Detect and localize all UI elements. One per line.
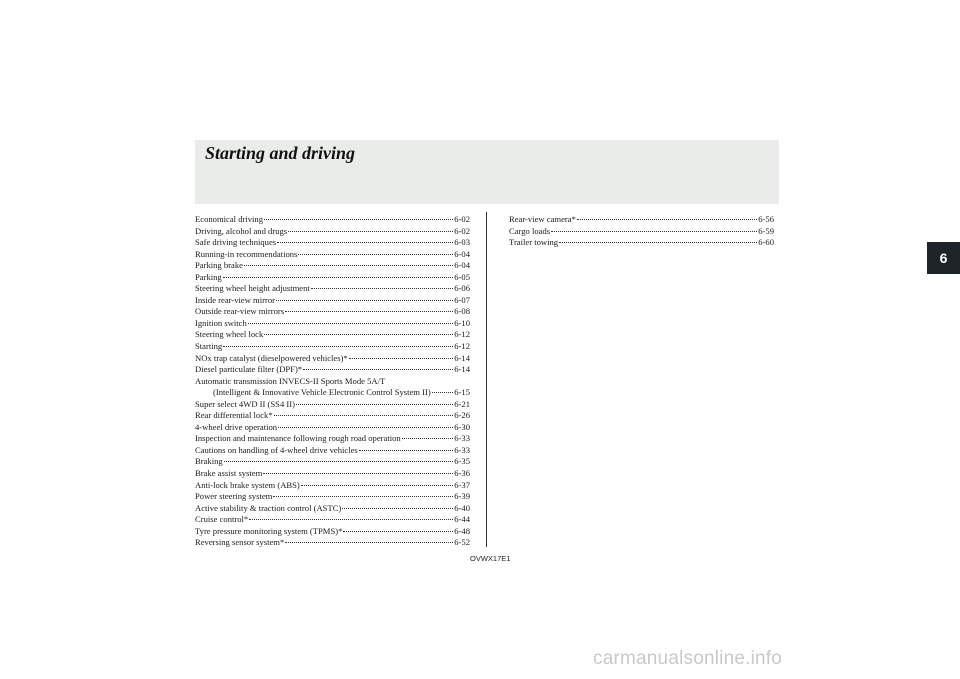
toc-entry[interactable] <box>195 491 470 503</box>
toc-entry-page: 6-26 <box>454 410 470 421</box>
toc-entry[interactable] <box>509 226 774 238</box>
toc-entry-label: 4-wheel drive operation <box>195 421 278 432</box>
toc-entry[interactable] <box>195 514 470 526</box>
toc-entry-label: Economical driving <box>195 214 264 224</box>
toc-entry-page: 6-36 <box>454 468 470 479</box>
toc-entry[interactable] <box>195 410 470 422</box>
toc-entry-label: Super select 4WD II (SS4 II) <box>195 398 295 409</box>
toc-entry-label: NOx trap catalyst (dieselpowered vehicles)* <box>195 352 348 363</box>
toc-leader-dots <box>303 369 453 370</box>
toc-entry-label: Cautions on handling of 4-wheel drive vehicles <box>195 444 358 455</box>
column-divider <box>486 212 487 547</box>
toc-leader-dots <box>296 404 453 405</box>
toc-entry-label: Cruise control* <box>195 514 249 525</box>
toc-entry-label: Power steering system <box>195 491 273 502</box>
toc-leader-dots <box>223 277 454 278</box>
toc-entry-page: 6-33 <box>454 444 470 455</box>
toc-entry-page: 6-04 <box>454 248 470 259</box>
toc-leader-dots <box>274 415 454 416</box>
toc-leader-dots <box>273 496 453 497</box>
toc-entry-label: Steering wheel height adjustment <box>195 283 310 294</box>
toc-entry-page: 6-06 <box>454 283 470 294</box>
toc-leader-dots <box>264 334 453 335</box>
toc-leader-dots <box>249 519 453 520</box>
toc-entry[interactable] <box>509 237 774 249</box>
toc-entry[interactable] <box>195 468 470 480</box>
toc-entry-page: 6-12 <box>454 341 470 352</box>
toc-entry[interactable] <box>195 445 470 457</box>
toc-entry[interactable] <box>195 249 470 261</box>
toc-entry-page: 6-30 <box>454 421 470 432</box>
toc-entry[interactable] <box>195 433 470 445</box>
toc-entry[interactable] <box>195 214 470 226</box>
toc-entry[interactable] <box>195 318 470 330</box>
toc-entry-page: 6-07 <box>454 294 470 305</box>
toc-entry-page: 6-40 <box>454 502 470 513</box>
toc-entry-page: 6-02 <box>454 225 470 236</box>
toc-entry-label: Outside rear-view mirrors <box>195 306 285 317</box>
toc-entry-page: 6-05 <box>454 271 470 282</box>
toc-leader-dots <box>285 542 453 543</box>
toc-right-column <box>509 214 774 249</box>
chapter-tab-number: 6 <box>939 250 948 266</box>
toc-entry-page: 6-56 <box>758 214 774 224</box>
toc-entry[interactable] <box>509 214 774 226</box>
toc-entry-label: Steering wheel lock <box>195 329 264 340</box>
toc-entry-page: 6-39 <box>454 491 470 502</box>
toc-leader-dots <box>349 358 454 359</box>
toc-entry-label: Reversing sensor system* <box>195 537 285 548</box>
toc-entry-label: Braking <box>195 456 223 467</box>
toc-entry-label: Anti-lock brake system (ABS) <box>195 479 300 490</box>
toc-entry-page: 6-02 <box>454 214 470 224</box>
toc-entry-label: Running-in recommendations <box>195 248 298 259</box>
chapter-title: Starting and driving <box>205 143 356 163</box>
toc-leader-dots <box>402 438 454 439</box>
toc-entry[interactable] <box>195 399 470 411</box>
toc-leader-dots <box>551 231 757 232</box>
toc-entry[interactable] <box>195 456 470 468</box>
toc-leader-dots <box>276 300 453 301</box>
toc-entry-label: Safe driving techniques <box>195 237 277 248</box>
toc-entry-label: Inside rear-view mirror <box>195 294 275 305</box>
toc-entry-page: 6-44 <box>454 514 470 525</box>
chapter-tab[interactable] <box>927 242 960 274</box>
footer-code: OVWX17E1 <box>470 554 511 563</box>
toc-entry[interactable] <box>195 480 470 492</box>
toc-entry-page: 6-33 <box>454 433 470 444</box>
toc-entry[interactable] <box>195 387 470 399</box>
toc-entry-page: 6-37 <box>454 479 470 490</box>
toc-entry[interactable] <box>195 283 470 295</box>
toc-left-column <box>195 214 470 549</box>
toc-entry-page: 6-08 <box>454 306 470 317</box>
toc-entry-label: Trailer towing <box>509 237 559 248</box>
toc-entry[interactable] <box>195 503 470 515</box>
toc-leader-dots <box>359 450 453 451</box>
toc-entry-page: 6-59 <box>758 225 774 236</box>
toc-entry-label: Ignition switch <box>195 317 247 328</box>
toc-leader-dots <box>244 265 453 266</box>
toc-entry-label: Automatic transmission INVECS-II Sports Mode 5A/T <box>195 375 386 386</box>
toc-entry-heading[interactable] <box>195 376 470 388</box>
toc-entry-page: 6-60 <box>758 237 774 248</box>
toc-entry[interactable] <box>195 537 470 549</box>
toc-entry-label: Rear differential lock* <box>195 410 273 421</box>
toc-entry-page: 6-14 <box>454 352 470 363</box>
toc-entry[interactable] <box>195 306 470 318</box>
toc-leader-dots <box>223 346 453 347</box>
toc-entry-page: 6-14 <box>454 364 470 375</box>
toc-leader-dots <box>432 392 454 393</box>
toc-leader-dots <box>343 531 453 532</box>
toc-leader-dots <box>224 461 454 462</box>
toc-leader-dots <box>311 288 453 289</box>
toc-entry-label: Parking <box>195 271 222 282</box>
toc-entry-page: 6-15 <box>454 387 470 398</box>
toc-leader-dots <box>559 242 757 243</box>
toc-leader-dots <box>278 427 453 428</box>
toc-leader-dots <box>298 254 453 255</box>
toc-entry[interactable] <box>195 226 470 238</box>
toc-leader-dots <box>301 485 453 486</box>
toc-entry[interactable] <box>195 260 470 272</box>
toc-entry-label: Starting <box>195 341 223 352</box>
toc-leader-dots <box>263 473 453 474</box>
toc-entry-page: 6-10 <box>454 317 470 328</box>
toc-entry-label: Diesel particulate filter (DPF)* <box>195 364 303 375</box>
toc-entry-label: Brake assist system <box>195 468 263 479</box>
toc-entry-page: 6-48 <box>454 525 470 536</box>
watermark: carmanualsonline.info <box>593 648 783 669</box>
toc-entry-label: Cargo loads <box>509 225 551 236</box>
toc-entry-label: Parking brake <box>195 260 243 271</box>
toc-entry-page: 6-35 <box>454 456 470 467</box>
toc-entry-page: 6-12 <box>454 329 470 340</box>
toc-entry[interactable] <box>195 295 470 307</box>
toc-entry[interactable] <box>195 329 470 341</box>
toc-leader-dots <box>288 231 453 232</box>
toc-leader-dots <box>285 311 453 312</box>
toc-entry-label: Rear-view camera* <box>509 214 576 224</box>
toc-entry-label: Tyre pressure monitoring system (TPMS)* <box>195 525 343 536</box>
toc-entry[interactable] <box>195 526 470 538</box>
toc-entry-label: Driving, alcohol and drugs <box>195 225 288 236</box>
toc-entry[interactable] <box>195 353 470 365</box>
toc-entry-page: 6-52 <box>454 537 470 548</box>
toc-entry[interactable] <box>195 422 470 434</box>
toc-entry[interactable] <box>195 272 470 284</box>
toc-entry-label: Active stability & traction control (ASTC) <box>195 502 342 513</box>
toc-entry-page: 6-21 <box>454 398 470 409</box>
toc-leader-dots <box>248 323 453 324</box>
toc-entry[interactable] <box>195 364 470 376</box>
toc-leader-dots <box>264 219 453 220</box>
toc-entry[interactable] <box>195 237 470 249</box>
toc-leader-dots <box>577 219 757 220</box>
toc-leader-dots <box>277 242 453 243</box>
toc-entry-label: (Intelligent & Innovative Vehicle Electronic Control System II) <box>213 387 431 398</box>
toc-entry-page: 6-04 <box>454 260 470 271</box>
toc-leader-dots <box>342 508 453 509</box>
toc-entry[interactable] <box>195 341 470 353</box>
toc-entry-label: Inspection and maintenance following rough road operation <box>195 433 401 444</box>
toc-entry-page: 6-03 <box>454 237 470 248</box>
